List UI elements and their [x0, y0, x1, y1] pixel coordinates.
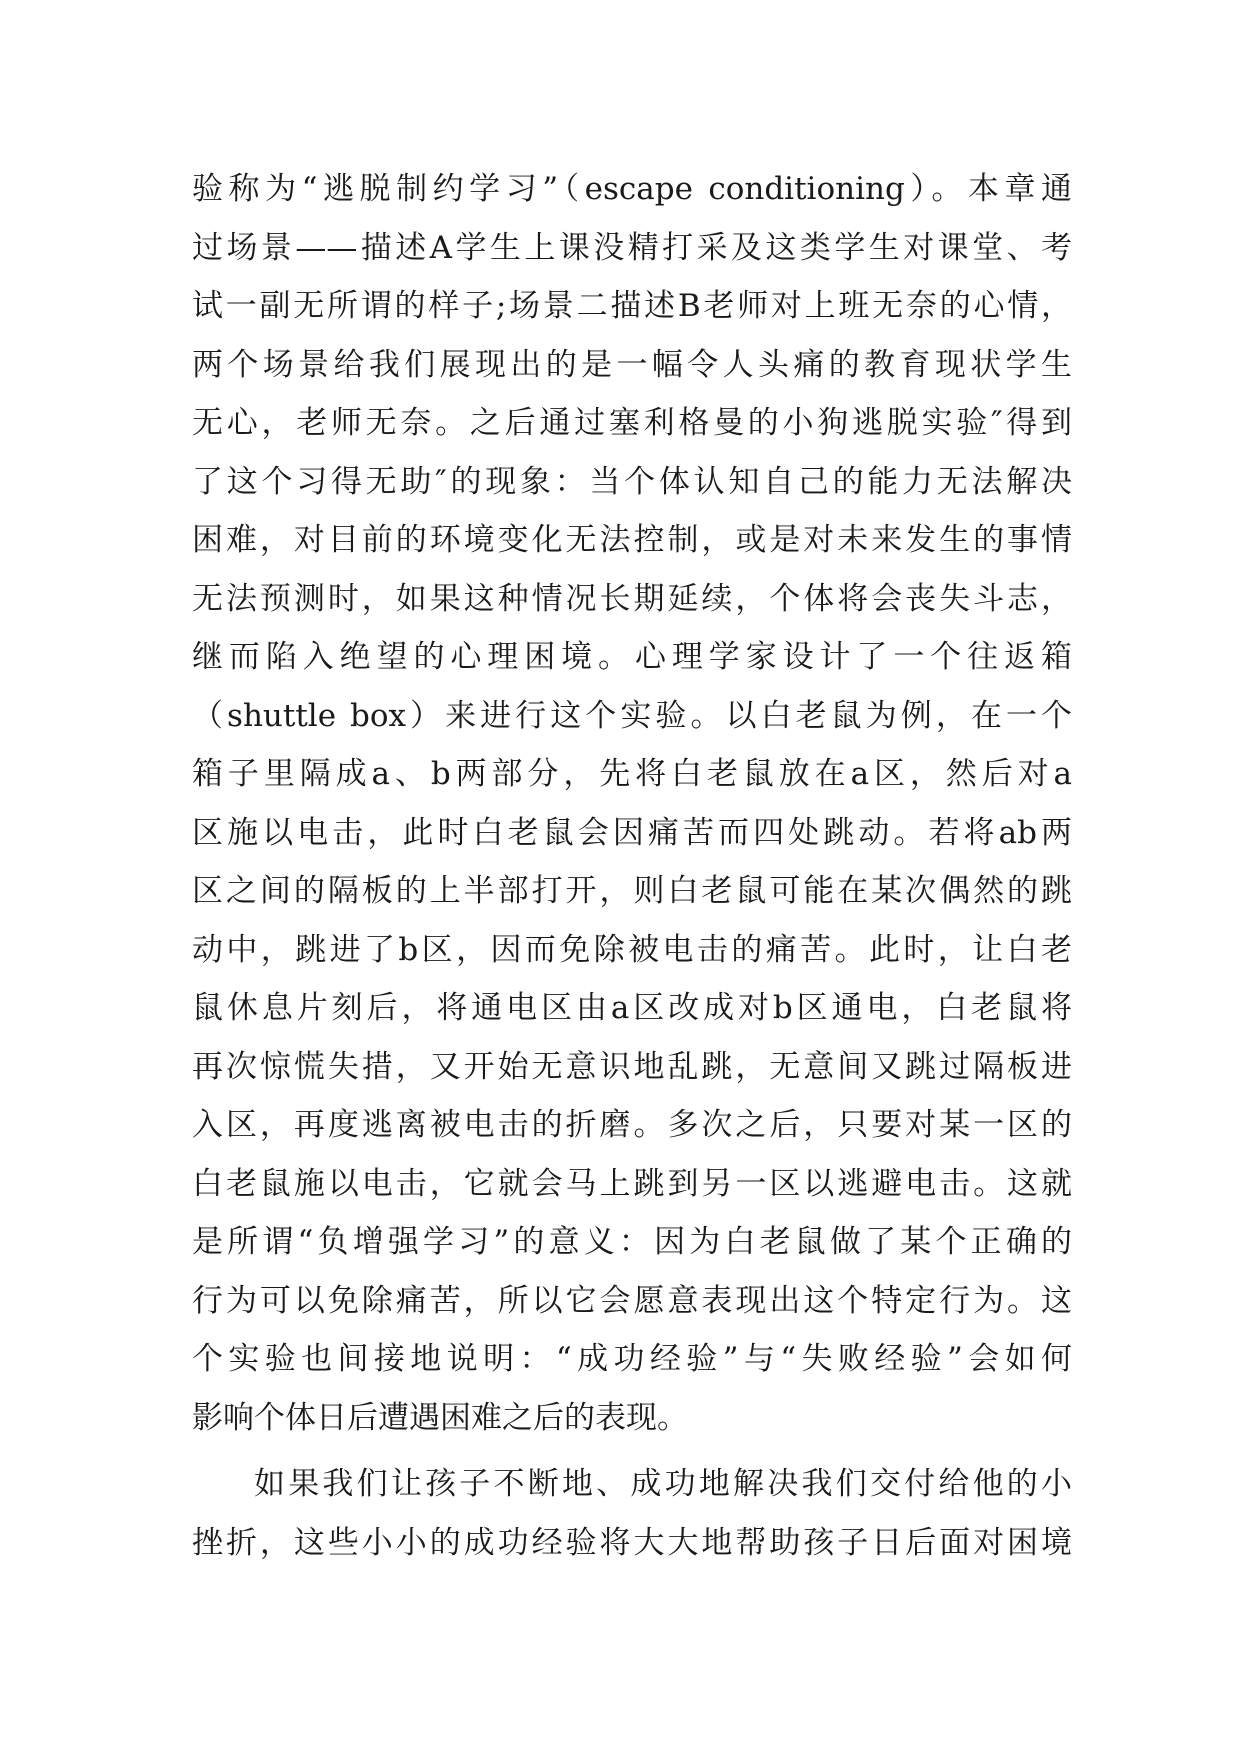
text-line: 无心，老师无奈。之后通过塞利格曼的小狗逃脱实验″得到: [192, 405, 1072, 441]
text-line: 影响个体日后遭遇困难之后的表现。: [192, 1399, 688, 1436]
text-line: 再次惊慌失措，又开始无意识地乱跳，无意间又跳过隔板进: [192, 1048, 1072, 1085]
paragraph-gap: [192, 1447, 1072, 1455]
text-line: 了这个习得无助″的现象：当个体认知自己的能力无法解决: [192, 463, 1072, 500]
text-line: 区施以电击，此时白老鼠会因痛苦而四处跳动。若将ab两: [192, 814, 1072, 851]
paragraph: [192, 160, 1072, 1447]
text-line: 箱子里隔成a、b两部分，先将白老鼠放在a区，然后对a: [192, 756, 1072, 792]
text-line: 个实验也间接地说明：“成功经验”与“失败经验”会如何: [192, 1341, 1072, 1377]
text-line: 试一副无所谓的样子;场景二描述B老师对上班无奈的心情，: [192, 288, 1072, 324]
text-line: （shuttle box）来进行这个实验。以白老鼠为例，在一个: [192, 697, 1072, 734]
text-line: 挫折，这些小小的成功经验将大大地帮助孩子日后面对困境: [192, 1524, 1072, 1561]
text-line: 区之间的隔板的上半部打开，则白老鼠可能在某次偶然的跳: [192, 873, 1072, 909]
text-line: 两个场景给我们展现出的是一幅令人头痛的教育现状学生: [192, 346, 1072, 383]
text-line: 白老鼠施以电击，它就会马上跳到另一区以逃避电击。这就: [192, 1165, 1072, 1202]
text-line: 如果我们让孩子不断地、成功地解决我们交付给他的小: [254, 1466, 1072, 1502]
text-line: 困难，对目前的环境变化无法控制，或是对未来发生的事情: [192, 522, 1072, 558]
text-line: 是所谓“负增强学习”的意义：因为白老鼠做了某个正确的: [192, 1224, 1072, 1260]
text-line: 过场景——描述A学生上课没精打采及这类学生对课堂、考: [192, 229, 1072, 266]
text-line: 入区，再度逃离被电击的折磨。多次之后，只要对某一区的: [192, 1107, 1072, 1143]
text-line: 无法预测时，如果这种情况长期延续，个体将会丧失斗志，: [192, 580, 1072, 617]
body-text: [192, 160, 1072, 1572]
text-line: 继而陷入绝望的心理困境。心理学家设计了一个往返箱: [192, 639, 1072, 675]
text-line: 鼠休息片刻后，将通电区由a区改成对b区通电，白老鼠将: [192, 990, 1072, 1026]
text-line: 行为可以免除痛苦，所以它会愿意表现出这个特定行为。这: [192, 1282, 1072, 1319]
text-line: 动中，跳进了b区，因而免除被电击的痛苦。此时，让白老: [192, 931, 1072, 968]
paragraph: [192, 1455, 1072, 1572]
text-line: 验称为“逃脱制约学习”（escape conditioning）。本章通: [192, 171, 1072, 207]
